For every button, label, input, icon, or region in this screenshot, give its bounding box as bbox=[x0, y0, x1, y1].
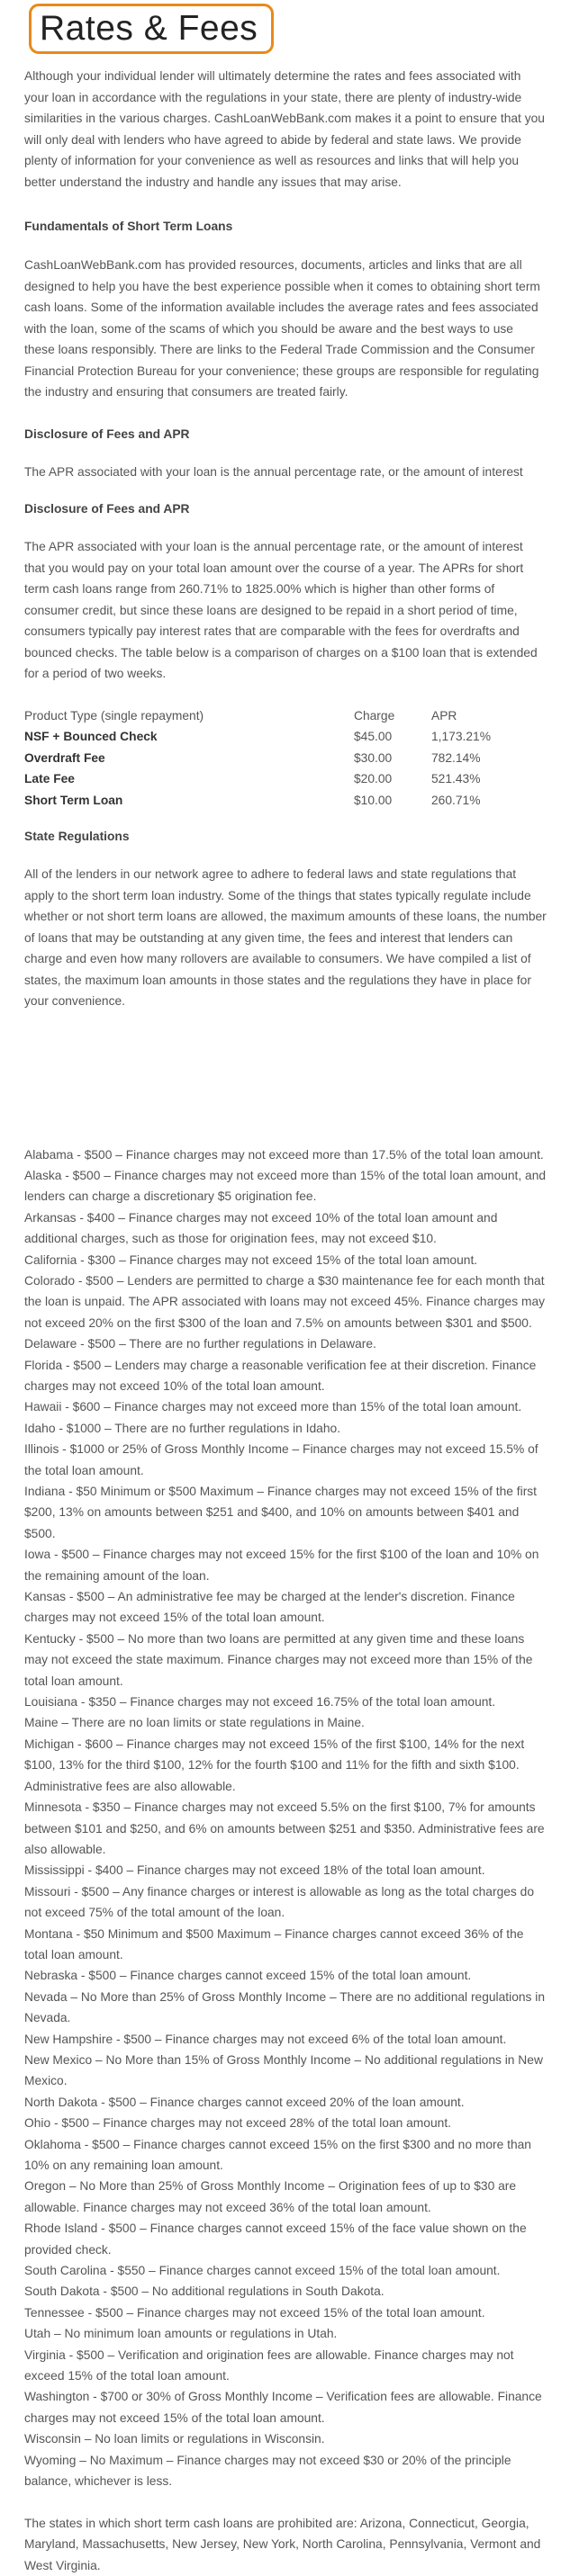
list-item: Oklahoma - $500 – Finance charges cannot exceed 15% on the first $300 and no more than 10% on any remaining loan amount. bbox=[24, 2134, 547, 2177]
fee-table-header-row bbox=[24, 705, 491, 727]
list-item: Utah – No minimum loan amounts or regulations in Utah. bbox=[24, 2323, 547, 2344]
disclosure-paragraph: The APR associated with your loan is the annual percentage rate, or the amount of interest that you would pay on your total loan amount over the course of a year. The APRs for short term cash loans range from 260.71% to 1825.00% which is higher than other forms of consumer credit, but since these loans are designed to be repaid in a short period of time, consumers typically pay interest rates that are comparable with the fees for overdrafts and bounced checks. The table below is a comparison of charges on a $100 loan that is extended for a period of two weeks. bbox=[24, 536, 547, 685]
fundamentals-paragraph: CashLoanWebBank.com has provided resources, documents, articles and links that are all designed to help you have the best experience possible when it comes to obtaining short term cash loans. Some of the information available includes the average rates and fees associated with the loan, some of the scams of which you should be aware and the best ways to use these loans responsibly. There are links to the Federal Trade Commission and the Consumer Financial Protection Bureau for your convenience; these groups are responsible for regulating the industry and ensuring that consumers are treated fairly. bbox=[24, 255, 547, 403]
list-item: New Hampshire - $500 – Finance charges may not exceed 6% of the total loan amount. bbox=[24, 2029, 547, 2050]
list-item: Wyoming – No Maximum – Finance charges may not exceed $30 or 20% of the principle balance, whichever is less. bbox=[24, 2450, 547, 2492]
list-item: Nevada – No More than 25% of Gross Monthly Income – There are no additional regulations in Nevada. bbox=[24, 1987, 547, 2029]
product-apr: 260.71% bbox=[431, 790, 491, 812]
state-regulations-list bbox=[24, 1144, 547, 2492]
list-item: Wisconsin – No loan limits or regulations in Wisconsin. bbox=[24, 2428, 547, 2449]
disclosure-paragraph-truncated: The APR associated with your loan is the annual percentage rate, or the amount of interest bbox=[24, 462, 547, 483]
product-name: NSF + Bounced Check bbox=[24, 726, 354, 748]
list-item: Oregon – No More than 25% of Gross Monthly Income – Origination fees of up to $30 are allowable. Finance charges may not exceed 36% of the total loan amount. bbox=[24, 2176, 547, 2218]
fundamentals-heading: Fundamentals of Short Term Loans bbox=[24, 217, 547, 237]
product-name: Overdraft Fee bbox=[24, 748, 354, 769]
list-item: South Carolina - $550 – Finance charges cannot exceed 15% of the total loan amount. bbox=[24, 2260, 547, 2281]
list-item: Illinois - $1000 or 25% of Gross Monthly Income – Finance charges may not exceed 15.5% of the total loan amount. bbox=[24, 1439, 547, 1481]
product-charge: $10.00 bbox=[354, 790, 431, 812]
header-product-type: Product Type (single repayment) bbox=[24, 705, 354, 727]
list-item: Missouri - $500 – Any finance charges or interest is allowable as long as the total charges do not exceed 75% of the total amount of the loan. bbox=[24, 1881, 547, 1924]
table-row bbox=[24, 768, 491, 790]
list-item: North Dakota - $500 – Finance charges cannot exceed 20% of the loan amount. bbox=[24, 2092, 547, 2113]
product-apr: 1,173.21% bbox=[431, 726, 491, 748]
list-item: Alabama - $500 – Finance charges may not exceed more than 17.5% of the total loan amount. bbox=[24, 1144, 547, 1165]
list-item: Indiana - $50 Minimum or $500 Maximum – Finance charges may not exceed 15% of the first $200, 13% on amounts between $251 and $400, and 10% on amounts between $401 and $500. bbox=[24, 1481, 547, 1544]
header-apr: APR bbox=[431, 705, 491, 727]
product-charge: $30.00 bbox=[354, 748, 431, 769]
list-item: Maine – There are no loan limits or state regulations in Maine. bbox=[24, 1712, 547, 1733]
list-item: Michigan - $600 – Finance charges may not exceed 15% of the first $100, 14% for the next $100, 13% for the third $100, 12% for the fourth $100 and 11% for the fifth and sixth $100. Administrative fees are also allowable. bbox=[24, 1734, 547, 1797]
header-charge: Charge bbox=[354, 705, 431, 727]
list-item: Louisiana - $350 – Finance charges may not exceed 16.75% of the total loan amount. bbox=[24, 1692, 547, 1712]
list-item: Minnesota - $350 – Finance charges may not exceed 5.5% on the first $100, 7% for amounts between $101 and $250, and 6% on amounts between $251 and $350. Administrative fees are also allowable. bbox=[24, 1797, 547, 1860]
list-item: Arkansas - $400 – Finance charges may not exceed 10% of the total loan amount and additional charges, such as those for origination fees, may not exceed $10. bbox=[24, 1207, 547, 1250]
list-item: Rhode Island - $500 – Finance charges cannot exceed 15% of the face value shown on the provided check. bbox=[24, 2218, 547, 2260]
list-item: Virginia - $500 – Verification and origination fees are allowable. Finance charges may not exceed 15% of the total loan amount. bbox=[24, 2345, 547, 2387]
list-item: New Mexico – No More than 15% of Gross Monthly Income – No additional regulations in New Mexico. bbox=[24, 2050, 547, 2092]
table-row bbox=[24, 748, 491, 769]
list-item: Iowa - $500 – Finance charges may not exceed 15% for the first $100 of the loan and 10% on the remaining amount of the loan. bbox=[24, 1544, 547, 1586]
list-item: Colorado - $500 – Lenders are permitted to charge a $30 maintenance fee for each month that the loan is unpaid. The APR associated with loans may not exceed 45%. Finance charges may not exceed 20% on the first $300 of the loan and 7.5% on amounts between $301 and $500. bbox=[24, 1270, 547, 1333]
list-item: Kentucky - $500 – No more than two loans are permitted at any given time and these loans may not exceed the state maximum. Finance charges may not exceed more than 15% of the total loan amount. bbox=[24, 1629, 547, 1692]
disclosure-heading: Disclosure of Fees and APR bbox=[24, 499, 547, 519]
list-item: Montana - $50 Minimum and $500 Maximum – Finance charges cannot exceed 36% of the total loan amount. bbox=[24, 1924, 547, 1966]
list-item: Alaska - $500 – Finance charges may not exceed more than 15% of the total loan amount, and lenders can charge a discretionary $5 origination fee. bbox=[24, 1165, 547, 1207]
list-item: Delaware - $500 – There are no further regulations in Delaware. bbox=[24, 1333, 547, 1354]
intro-paragraph: Although your individual lender will ultimately determine the rates and fees associated with your loan in accordance with the regulations in your state, there are plenty of industry-wide similarities in the various charges. CashLoanWebBank.com makes it a point to ensure that you will only deal with lenders who have agreed to abide by federal and state laws. We provide plenty of information for your convenience as well as resources and links that will help you better understand the industry and handle any issues that may arise. bbox=[24, 66, 547, 193]
product-name: Late Fee bbox=[24, 768, 354, 790]
disclosure-heading-first: Disclosure of Fees and APR bbox=[24, 425, 547, 444]
list-item: Ohio - $500 – Finance charges may not exceed 28% of the total loan amount. bbox=[24, 2113, 547, 2133]
list-item: California - $300 – Finance charges may not exceed 15% of the total loan amount. bbox=[24, 1250, 547, 1270]
state-regulations-paragraph: All of the lenders in our network agree to adhere to federal laws and state regulations that apply to the short term loan industry. Some of the things that states typically regulate include whether or not short term loans are allowed, the maximum amounts of these loans, the number of loans that may be outstanding at any given time, the fees and interest that lenders can charge and even how many rollovers are available to consumers. We have compiled a list of states, the maximum loan amounts in those states and the regulations they have in place for your convenience. bbox=[24, 864, 547, 1012]
list-item: Washington - $700 or 30% of Gross Monthly Income – Verification fees are allowable. Finance charges may not exceed 15% of the total loan amount. bbox=[24, 2386, 547, 2428]
product-name: Short Term Loan bbox=[24, 790, 354, 812]
product-charge: $45.00 bbox=[354, 726, 431, 748]
table-row bbox=[24, 726, 491, 748]
list-item: South Dakota - $500 – No additional regulations in South Dakota. bbox=[24, 2281, 547, 2302]
list-item: Nebraska - $500 – Finance charges cannot exceed 15% of the total loan amount. bbox=[24, 1965, 547, 1986]
state-regulations-heading: State Regulations bbox=[24, 827, 547, 847]
product-apr: 521.43% bbox=[431, 768, 491, 790]
list-item: Kansas - $500 – An administrative fee may be charged at the lender's discretion. Finance charges may not exceed 15% of the total loan amount. bbox=[24, 1586, 547, 1629]
list-item: Tennessee - $500 – Finance charges may not exceed 15% of the total loan amount. bbox=[24, 2302, 547, 2323]
list-item: Idaho - $1000 – There are no further regulations in Idaho. bbox=[24, 1418, 547, 1439]
product-apr: 782.14% bbox=[431, 748, 491, 769]
prohibited-states-paragraph: The states in which short term cash loans are prohibited are: Arizona, Connecticut, Georgia, Maryland, Massachusetts, New Jersey, New York, North Carolina, Pennsylvania, Vermont and West Virginia. bbox=[24, 2513, 547, 2576]
product-charge: $20.00 bbox=[354, 768, 431, 790]
list-item: Florida - $500 – Lenders may charge a reasonable verification fee at their discretion. Finance charges may not exceed 10% of the total loan amount. bbox=[24, 1355, 547, 1397]
page-title: Rates & Fees bbox=[29, 4, 274, 54]
fee-comparison-table bbox=[24, 705, 491, 812]
table-row bbox=[24, 790, 491, 812]
list-item: Mississippi - $400 – Finance charges may not exceed 18% of the total loan amount. bbox=[24, 1860, 547, 1880]
list-item: Hawaii - $600 – Finance charges may not exceed more than 15% of the total loan amount. bbox=[24, 1396, 547, 1417]
